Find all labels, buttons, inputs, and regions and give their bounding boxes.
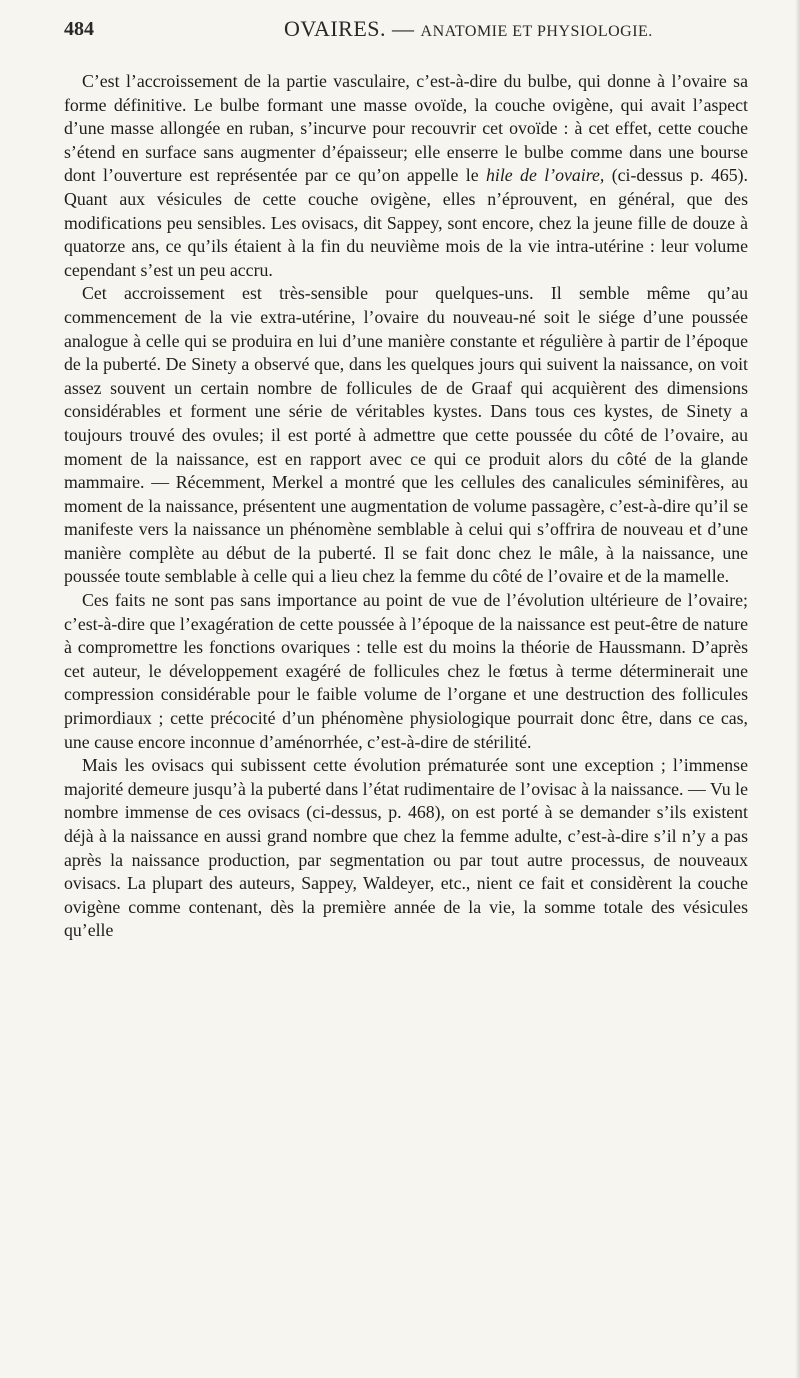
paragraph-1: [64, 70, 748, 282]
paragraph-2: Cet accroissement est très-sensible pour quelques-uns. Il semble même qu’au commencement de la vie extra-utérine, l’ovaire du nouveau-né soit le siége d’une poussée analogue à celle qui se produira en lui d’une manière constante et régulière à partir de l’époque de la puberté. De Sinety a observé que, dans les quelques jours qui suivent la naissance, on voit assez souvent un certain nombre de follicules de de Graaf qui acquièrent des dimensions considérables et forment une série de véritables kystes. Dans tous ces kystes, de Sinety a toujours trouvé des ovules; il est porté à admettre que cette poussée du côté de l’ovaire, au moment de la naissance, est en rapport avec ce qui ce produit alors du côté de la glande mammaire. — Récemment, Merkel a montré que les cellules des canalicules séminifères, au moment de la naissance, présentent une augmentation de volume passagère, c’est-à-dire qu’il se manifeste vers la naissance un phénomène semblable à celui qui s’offrira de nouveau et d’une manière complète au début de la puberté. Il se fait donc chez le mâle, à la naissance, une poussée toute semblable à celle qui a lieu chez la femme du côté de l’ovaire et de la mamelle.: [64, 283, 748, 587]
page-header: [64, 16, 748, 42]
running-head-subtitle: ANATOMIE ET PHYSIOLOGIE.: [420, 23, 653, 40]
running-head: [284, 16, 653, 42]
paragraph-1-italic-term: hile de l’ovaire,: [486, 165, 605, 186]
paragraph-4: Mais les ovisacs qui subissent cette évolution prématurée sont une exception ; l’immense majorité demeure jusqu’à la puberté dans l’état rudimentaire de l’ovisac à la naissance. — Vu le nombre immense de ces ovisacs (ci-dessus, p. 468), on est porté à se demander s’ils existent déjà à la naissance en aussi grand nombre que chez la femme adulte, c’est-à-dire s’il n’y a pas après la naissance production, par segmentation ou par tout autre processus, de nouveaux ovisacs. La plupart des auteurs, Sappey, Waldeyer, etc., nient ce fait et considèrent la couche ovigène comme contenant, dès la première année de la vie, la somme totale des vésicules qu’elle: [64, 755, 748, 941]
paragraph-3: Ces faits ne sont pas sans importance au point de vue de l’évolution ultérieure de l’ovaire; c’est-à-dire que l’exagération de cette poussée à l’époque de la naissance est peut-être de nature à compromettre les fonctions ovariques : telle est du moins la théorie de Haussmann. D’après cet auteur, le développement exagéré de follicules chez le fœtus à terme déterminerait une compression considérable pour le faible volume de l’organe et une destruction des follicules primordiaux ; cette précocité d’un phénomène physiologique pourrait donc être, dans ce cas, une cause encore inconnue d’aménorrhée, c’est-à-dire de stérilité.: [64, 590, 748, 752]
paragraph-1-text-start: C’est l’accroissement de la partie vasculaire, c’est-à-dire du bulbe, qui donne à l’ovaire sa forme définitive. Le bulbe formant une masse ovoïde, la couche ovigène, qui avait l’aspect d’une masse allongée en ruban, s’incurve pour recouvrir cet ovoïde : à cet effet, cette couche s’étend en surface sans augmenter d’épaisseur; elle enserre le bulbe comme dans une bourse dont l’ouverture est représentée par ce qu’on appelle le: [64, 71, 748, 186]
running-head-separator: —: [386, 16, 421, 41]
body-text: [64, 70, 748, 943]
page-number: 484: [64, 18, 94, 40]
running-head-title: OVAIRES.: [284, 16, 387, 41]
page-edge-shadow: [795, 0, 800, 1378]
paragraph-1-text-end: (ci-dessus p. 465). Quant aux vésicules de cette couche ovigène, elles n’éprouvent, en général, que des modifications peu sensibles. Les ovisacs, dit Sappey, sont encore, chez la jeune fille de douze à quatorze ans, ce qu’ils étaient à la fin du neuvième mois de la vie intra-utérine : leur volume cependant s’est un peu accru.: [64, 165, 748, 280]
